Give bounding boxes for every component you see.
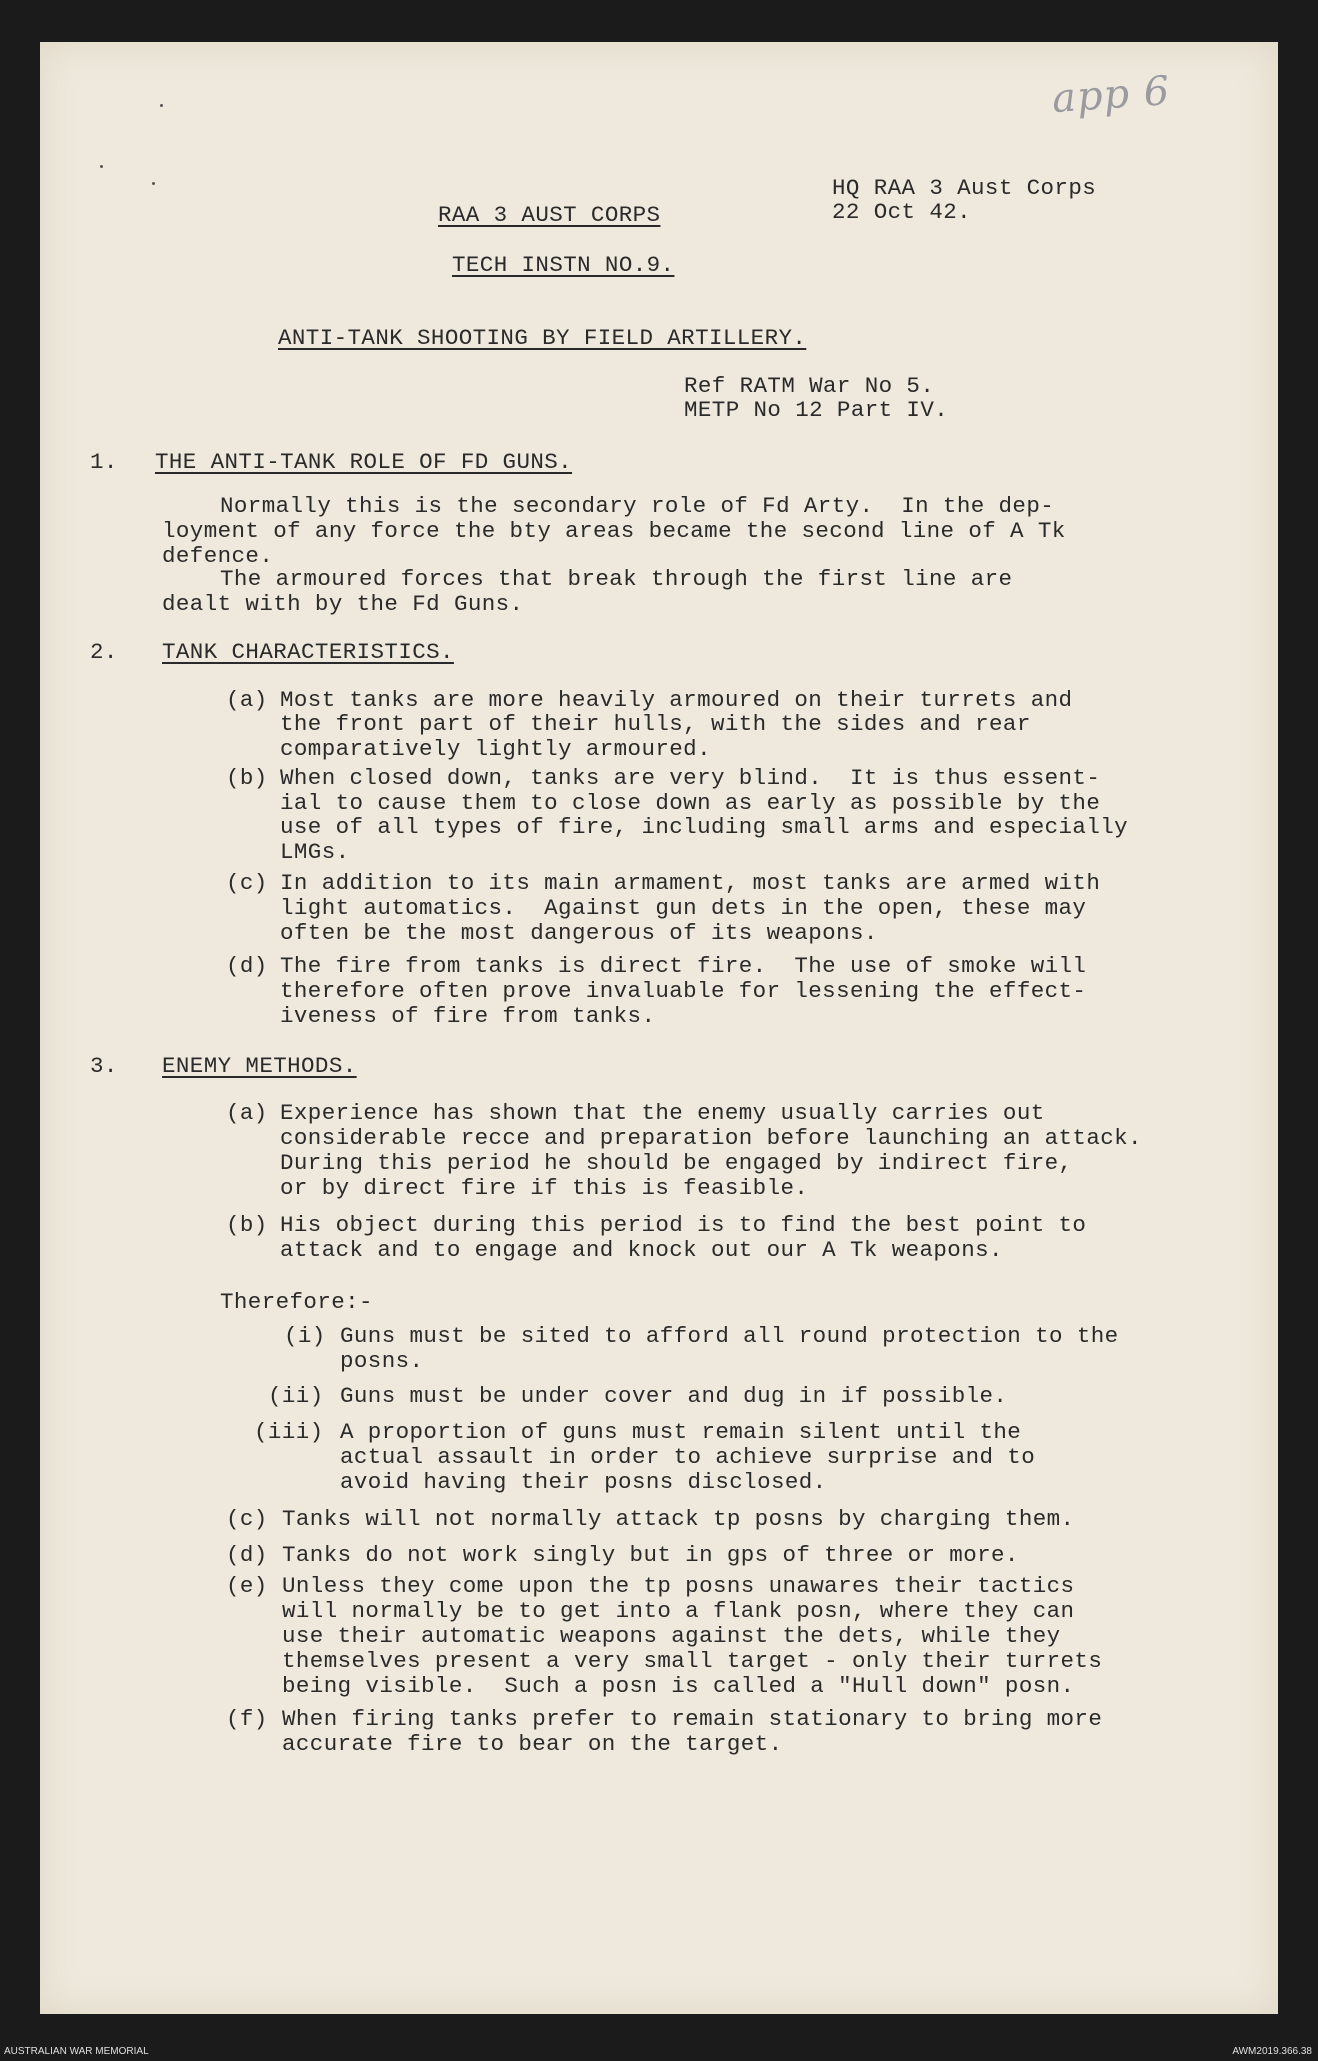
section-1-number: 1.: [90, 449, 118, 475]
subitem-line: posns.: [340, 1348, 424, 1374]
item-line: will normally be to get into a flank posn, where they can: [282, 1598, 1075, 1624]
subitem-line: Guns must be under cover and dug in if possible.: [340, 1383, 1008, 1409]
item-line: During this period he should be engaged by indirect fire,: [280, 1150, 1073, 1176]
paragraph-line: Normally this is the secondary role of Fd Arty. In the dep-: [220, 493, 1055, 519]
item-line: considerable recce and preparation before launching an attack.: [280, 1125, 1142, 1151]
item-line: accurate fire to bear on the target.: [282, 1731, 783, 1757]
item-line: the front part of their hulls, with the sides and rear: [280, 711, 1031, 737]
subitem-line: Guns must be sited to afford all round protection to the: [340, 1323, 1119, 1349]
item-label: (b): [226, 1212, 268, 1238]
item-label: (f): [226, 1706, 268, 1732]
item-line: Tanks do not work singly but in gps of three or more.: [282, 1542, 1019, 1568]
date-line: 22 Oct 42.: [832, 199, 972, 225]
item-line: themselves present a very small target - only their turrets: [282, 1648, 1103, 1674]
paragraph-line: defence.: [162, 543, 274, 569]
item-label: (d): [226, 953, 268, 979]
footer-source: AUSTRALIAN WAR MEMORIAL: [4, 2046, 149, 2057]
item-line: comparatively lightly armoured.: [280, 736, 711, 762]
hq-line: HQ RAA 3 Aust Corps: [832, 175, 1097, 201]
document-title: ANTI-TANK SHOOTING BY FIELD ARTILLERY.: [278, 325, 807, 351]
section-1-heading: THE ANTI-TANK ROLE OF FD GUNS.: [155, 449, 573, 475]
item-line: iveness of fire from tanks.: [280, 1003, 656, 1029]
item-line: The fire from tanks is direct fire. The use of smoke will: [280, 953, 1087, 979]
item-line: use of all types of fire, including small arms and especially: [280, 814, 1129, 840]
item-line: LMGs.: [280, 839, 350, 865]
section-3-heading: ENEMY METHODS.: [162, 1053, 357, 1079]
therefore-label: Therefore:-: [220, 1289, 373, 1315]
subitem-label: (ii): [268, 1383, 324, 1409]
item-line: use their automatic weapons against the dets, while they: [282, 1623, 1061, 1649]
item-line: In addition to its main armament, most tanks are armed with: [280, 870, 1101, 896]
item-line: When closed down, tanks are very blind. It is thus essent-: [280, 765, 1101, 791]
punch-mark: [100, 165, 103, 168]
subitem-line: avoid having their posns disclosed.: [340, 1469, 827, 1495]
item-label: (c): [226, 870, 268, 896]
item-label: (e): [226, 1573, 268, 1599]
paragraph-line: dealt with by the Fd Guns.: [162, 591, 524, 617]
unit-heading: RAA 3 AUST CORPS: [438, 202, 661, 228]
section-2-number: 2.: [90, 639, 118, 665]
item-line: ial to cause them to close down as early as possible by the: [280, 790, 1101, 816]
item-line: or by direct fire if this is feasible.: [280, 1175, 809, 1201]
handwritten-annotation: app 6: [1050, 67, 1172, 123]
subitem-label: (iii): [254, 1419, 324, 1445]
item-line: Unless they come upon the tp posns unawares their tactics: [282, 1573, 1075, 1599]
paragraph-line: loyment of any force the bty areas became the second line of A Tk: [162, 518, 1066, 544]
punch-mark: [160, 104, 163, 107]
paragraph-line: The armoured forces that break through the first line are: [220, 566, 1013, 592]
item-label: (b): [226, 765, 268, 791]
item-line: attack and to engage and knock out our A Tk weapons.: [280, 1237, 1003, 1263]
section-3-number: 3.: [90, 1053, 118, 1079]
instruction-heading: TECH INSTN NO.9.: [452, 252, 675, 278]
subitem-line: A proportion of guns must remain silent until the: [340, 1419, 1022, 1445]
item-line: When firing tanks prefer to remain stationary to bring more: [282, 1706, 1103, 1732]
punch-mark: [152, 182, 155, 185]
item-line: His object during this period is to find the best point to: [280, 1212, 1087, 1238]
footer-accession: AWM2019.366.38: [1232, 2046, 1312, 2057]
item-line: often be the most dangerous of its weapons.: [280, 920, 878, 946]
reference-1: Ref RATM War No 5.: [684, 373, 935, 399]
item-label: (c): [226, 1506, 268, 1532]
item-line: Most tanks are more heavily armoured on their turrets and: [280, 687, 1073, 713]
item-line: Tanks will not normally attack tp posns by charging them.: [282, 1506, 1075, 1532]
subitem-line: actual assault in order to achieve surprise and to: [340, 1444, 1036, 1470]
item-label: (a): [226, 687, 268, 713]
item-label: (d): [226, 1542, 268, 1568]
subitem-label: (i): [284, 1323, 326, 1349]
section-2-heading: TANK CHARACTERISTICS.: [162, 639, 454, 665]
item-label: (a): [226, 1100, 268, 1126]
reference-2: METP No 12 Part IV.: [684, 397, 949, 423]
item-line: light automatics. Against gun dets in the open, these may: [280, 895, 1087, 921]
item-line: being visible. Such a posn is called a "Hull down" posn.: [282, 1673, 1075, 1699]
item-line: Experience has shown that the enemy usually carries out: [280, 1100, 1045, 1126]
item-line: therefore often prove invaluable for lessening the effect-: [280, 978, 1087, 1004]
